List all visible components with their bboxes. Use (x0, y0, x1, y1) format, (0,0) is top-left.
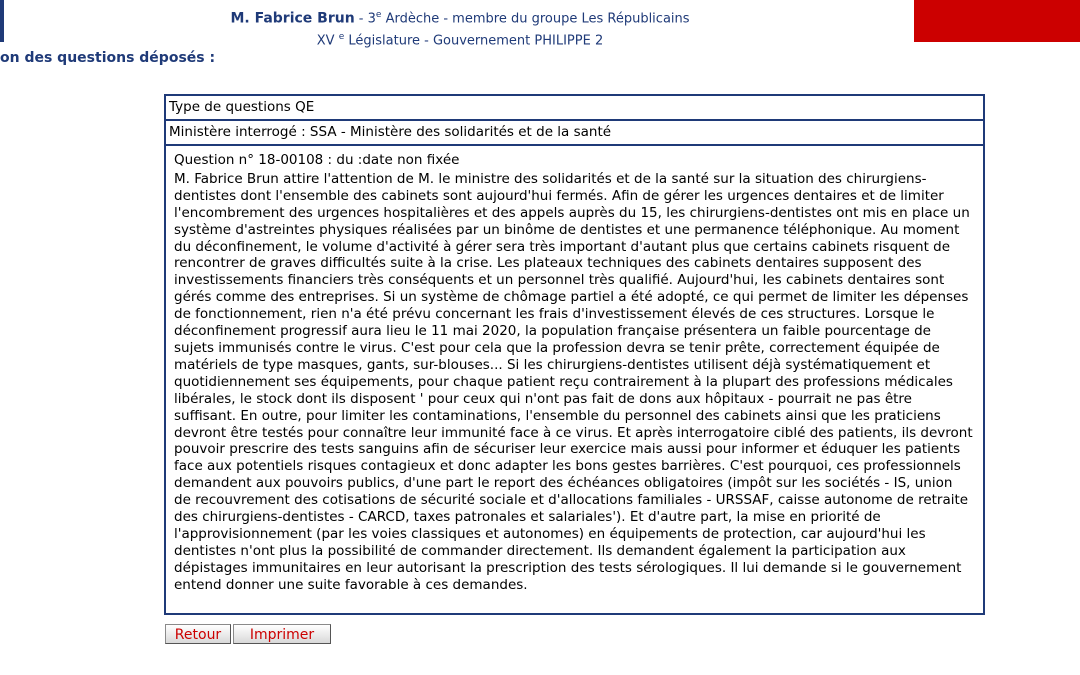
legislature-sup: e (338, 32, 345, 43)
page-header (0, 6, 920, 51)
constituency-prefix: - 3 (354, 11, 376, 27)
button-bar (165, 624, 333, 644)
legislature-suffix: Législature - Gouvernement PHILIPPE 2 (344, 33, 604, 49)
question-body (166, 146, 983, 615)
section-title: on des questions déposés : (0, 50, 216, 66)
print-button[interactable]: Imprimer (233, 624, 331, 644)
question-number: Question n° 18-00108 : du :date non fixée (174, 152, 460, 168)
constituency-sup: e (375, 10, 382, 20)
deputy-name: M. Fabrice Brun (230, 10, 355, 27)
question-frame (164, 94, 985, 615)
deputy-line (0, 6, 920, 28)
back-button[interactable]: Retour (165, 624, 231, 644)
legislature-prefix: XV (316, 33, 339, 49)
legislature-line (0, 28, 920, 50)
question-text: M. Fabrice Brun attire l'attention de M. le ministre des solidarités et de la santé sur la situation des chirurgiens-dentistes dont l'ensemble des cabinets sont aujourd'hui fermés. Afin de gérer les urgences dentaires et de limiter l'encombrement des urgences hospitalières et des appels auprès du 15, les chirurgiens-dentistes ont mis en place un système d'astreintes physiques réalisées par un binôme de dentistes et une permanence téléphonique. Au moment du déconfinement, le volume d'activité à gérer sera très important d'autant plus que certains cabinets risquent de rencontrer de graves difficultés suite à la crise. Les plateaux techniques des cabinets dentaires supposent des investissements financiers très conséquents et un personnel très qualifié. Aujourd'hui, les cabinets dentaires sont gérés comme des entreprises. Si un système de chômage partiel a été adopté, ce qui permet de limiter les dépenses de fonctionnement, rien n'a été prévu concernant les frais d'investissement élevés de ces structures. Lorsque le déconfinement progressif aura lieu le 11 mai 2020, la population française présentera un faible pourcentage de sujets immunisés contre le virus. C'est pour cela que la profession devra se tenir prête, correctement équipée de matériels de type masques, gants, sur-blouses... Si les chirurgiens-dentistes utilisent déjà systématiquement et quotidiennement ses équipements, pour chaque patient reçu contrairement à la plupart des professions médicales libérales, le stock dont ils disposent ' pour ceux qui n'ont pas fait de dons aux hôpitaux - pourrait ne pas être suffisant. En outre, pour limiter les contaminations, l'ensemble du personnel des cabinets ainsi que les praticiens devront être testés pour connaître leur immunité face à ce virus. Et après interrogatoire ciblé des patients, ils devront pouvoir prescrire des tests sanguins afin de sécuriser leur exercice mais aussi pour informer et éduquer les patients face aux potentiels risques contagieux et donc adapter les bons gestes barrières. C'est pourquoi, ces professionnels demandent aux pouvoirs publics, d'une part le report des échéances obligatoires (impôt sur les sociétés - IS, union de recouvrement des cotisations de sécurité sociale et d'allocations familiales - URSSAF, caisse autonome de retraite des chirurgiens-dentistes - CARCD, taxes patronales et salariales'). Et d'autre part, la mise en priorité de l'approvisionnement (par les voies classiques et autonomes) en équipements de protection, car aujourd'hui les dentistes n'ont plus la possibilité de commander directement. Ils demandent également la participation aux dépistages immunitaires en leur autorisant la prescription des tests sérologiques. Il lui demande si le gouvernement entend donner une suite favorable à ces demandes. (174, 170, 973, 593)
constituency-suffix: Ardèche - membre du groupe Les Républicains (381, 11, 690, 27)
flag-red-block (914, 0, 1080, 42)
question-type-row: Type de questions QE (166, 96, 983, 121)
ministry-row: Ministère interrogé : SSA - Ministère des solidarités et de la santé (166, 121, 983, 146)
